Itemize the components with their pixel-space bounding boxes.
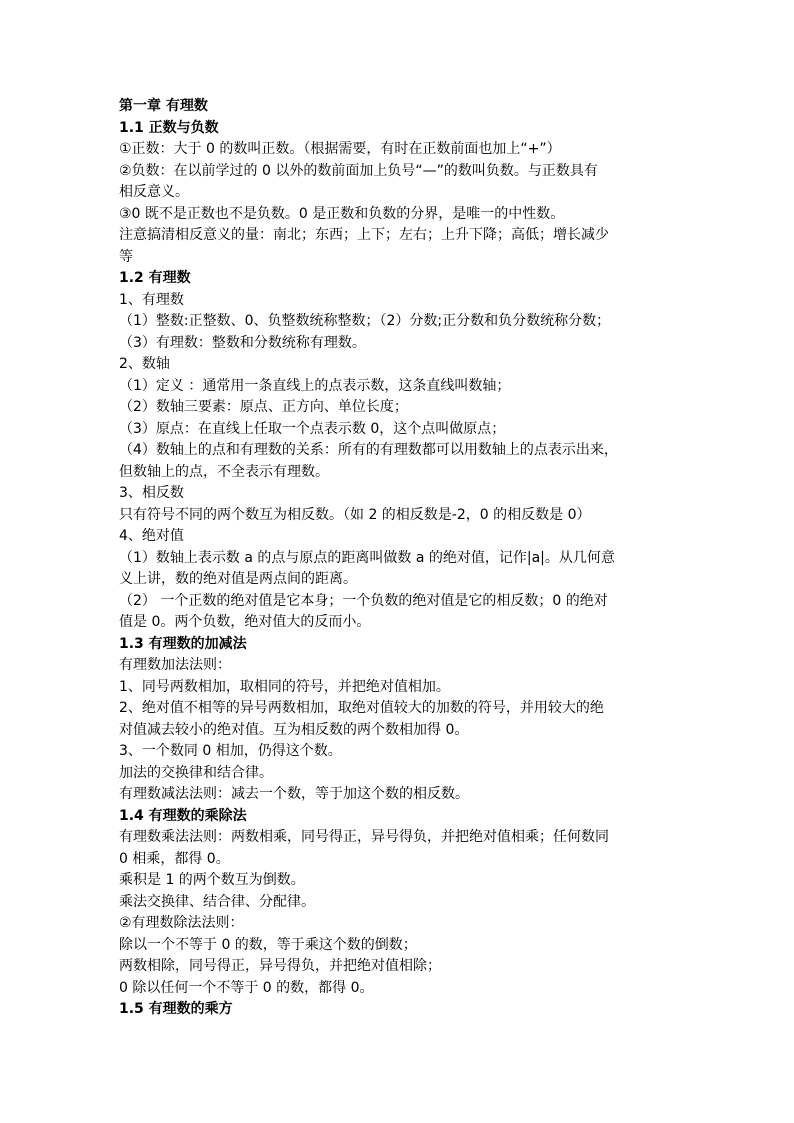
paragraph-line: 2、绝对值不相等的异号两数相加，取绝对值较大的加数的符号，并用较大的绝 xyxy=(119,700,604,716)
section-heading: 1.5 有理数的乘方 xyxy=(119,1001,233,1017)
paragraph-line: （2）数轴三要素：原点、正方向、单位长度； xyxy=(119,399,408,415)
paragraph-line: 两数相除，同号得正，异号得负，并把绝对值相除； xyxy=(119,958,441,974)
paragraph-line: 但数轴上的点，不全表示有理数。 xyxy=(119,463,329,480)
paragraph-line: 有理数减法法则：减去一个数，等于加这个数的相反数。 xyxy=(119,786,469,802)
paragraph-line: 相反意义。 xyxy=(119,184,189,200)
paragraph-line: 等 xyxy=(119,248,133,265)
paragraph-line: 1、同号两数相加，取相同的符号，并把绝对值相加。 xyxy=(119,678,450,695)
section-heading: 1.2 有理数 xyxy=(119,270,191,286)
paragraph-line: （3）有理数：整数和分数统称有理数。 xyxy=(119,334,366,351)
paragraph-line: （1）数轴上表示数 a 的点与原点的距离叫做数 a 的绝对值，记作|a|。从几何意 xyxy=(119,549,615,566)
paragraph-line: 乘法交换律、结合律、分配律。 xyxy=(119,893,315,910)
section-heading: 1.4 有理数的乘除法 xyxy=(119,807,247,824)
paragraph-line: ②负数：在以前学过的 0 以外的数前面加上负号“—”的数叫负数。与正数具有 xyxy=(119,162,598,179)
paragraph-line: 2、数轴 xyxy=(119,356,170,372)
paragraph-line: （1）定义 ：通常用一条直线上的点表示数，这条直线叫数轴； xyxy=(119,377,511,394)
paragraph-line: 0 除以任何一个不等于 0 的数，都得 0。 xyxy=(119,979,374,996)
paragraph-line: 只有符号不同的两个数互为相反数。（如 2 的相反数是-2，0 的相反数是 0） xyxy=(119,506,591,523)
paragraph-line: ②有理数除法法则： xyxy=(119,915,244,931)
chapter-title: 第一章 有理数 xyxy=(119,98,208,114)
paragraph-line: 1、有理数 xyxy=(119,291,184,308)
paragraph-line: （2） 一个正数的绝对值是它本身；一个负数的绝对值是它的相反数；0 的绝对 xyxy=(119,592,608,609)
paragraph-line: 3、一个数同 0 相加，仍得这个数。 xyxy=(119,743,342,759)
paragraph-line: 0 相乘，都得 0。 xyxy=(119,850,230,867)
paragraph-line: （4）数轴上的点和有理数的关系：所有的有理数都可以用数轴上的点表示出来， xyxy=(119,442,618,458)
section-heading: 1.3 有理数的加减法 xyxy=(119,635,247,652)
paragraph-line: （3）原点：在直线上任取一个点表示数 0，这个点叫做原点； xyxy=(119,420,506,437)
document-page xyxy=(119,96,685,1021)
paragraph-line: ①正数：大于 0 的数叫正数。（根据需要，有时在正数前面也加上“+”） xyxy=(119,141,561,157)
paragraph-line: 义上讲，数的绝对值是两点间的距离。 xyxy=(119,571,357,587)
paragraph-line: 值是 0。两个负数，绝对值大的反而小。 xyxy=(119,614,371,630)
paragraph-line: 乘积是 1 的两个数互为倒数。 xyxy=(119,872,305,888)
section-heading: 1.1 正数与负数 xyxy=(119,119,219,136)
paragraph-line: 3、相反数 xyxy=(119,485,184,501)
paragraph-line: 对值减去较小的绝对值。互为相反数的两个数相加得 0。 xyxy=(119,721,469,738)
paragraph-line: （1）整数:正整数、0、负整数统称整数；（2）分数;正分数和负分数统称分数； xyxy=(119,313,611,329)
paragraph-line: 4、绝对值 xyxy=(119,528,184,544)
paragraph-line: 加法的交换律和结合律。 xyxy=(119,764,273,781)
paragraph-line: 有理数乘法法则：两数相乘，同号得正，异号得负，并把绝对值相乘；任何数同 xyxy=(119,829,609,845)
paragraph-line: 有理数加法法则： xyxy=(119,657,231,673)
paragraph-line: ③0 既不是正数也不是负数。0 是正数和负数的分界，是唯一的中性数。 xyxy=(119,205,565,222)
paragraph-line: 注意搞清相反意义的量：南北；东西；上下；左右；上升下降；高低；增长减少 xyxy=(119,227,609,243)
paragraph-line: 除以一个不等于 0 的数，等于乘这个数的倒数； xyxy=(119,936,417,953)
